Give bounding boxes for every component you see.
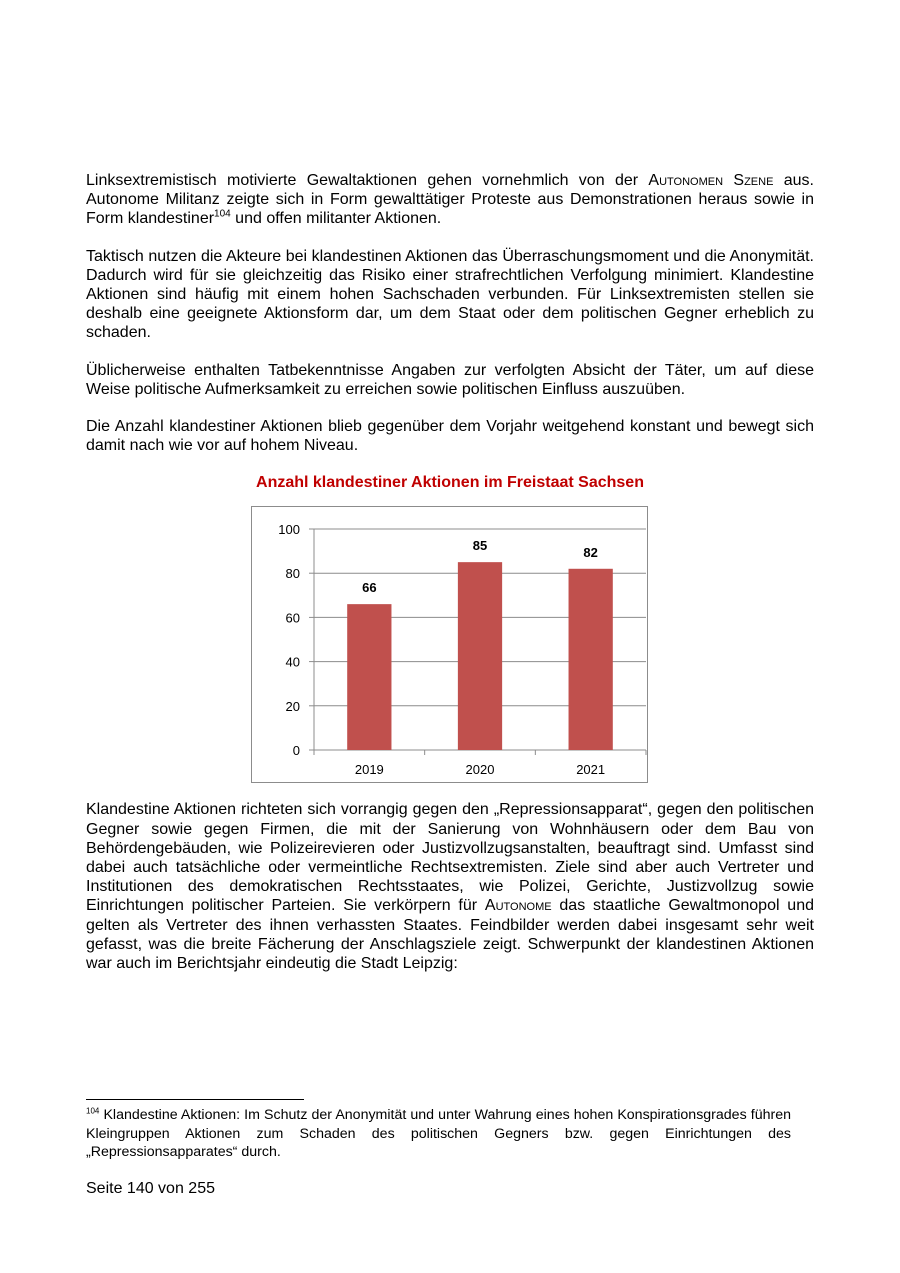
bar-chart	[251, 506, 648, 783]
x-tick-label-2021: 2021	[576, 762, 606, 778]
y-tick-label: 80	[285, 566, 300, 582]
paragraph-5-text-b: das staatliche Gewaltmonopol und gelten als Vertreter des ihnen verhassten Staates. Feindbilder werden dabei insgesamt sehr weit gefasst, was die breite Fächerung der Anschlagsziele zeigt. Schwerpunkt der klandestinen Aktionen war auch im Berichtsjahr eindeutig die Stadt Leipzig:	[86, 897, 815, 973]
footnote-text: Klandestine Aktionen: Im Schutz der Anonymität und unter Wahrung eines hohen Konspirationsgrades führen Kleingruppen Aktionen zum Schaden des politischen Gegners bzw. gegen Einrichtungen des „Repressionsapparates“ durch.	[86, 1107, 791, 1160]
bar-2021	[569, 569, 613, 750]
page-body	[86, 171, 814, 973]
paragraph-1-text-a: Linksextremistisch motivierte Gewaltaktionen gehen vornehmlich von der	[86, 172, 649, 189]
paragraph-1	[86, 171, 814, 229]
bar-2020	[458, 563, 502, 751]
y-tick-label: 60	[285, 610, 300, 626]
paragraph-2: Taktisch nutzen die Akteure bei klandestinen Aktionen das Überraschungsmoment und die Anonymität. Dadurch wird für sie gleichzeitig das Risiko einer strafrechtlichen Verfolgung minimiert. Klandestine Aktionen sind häufig mit einem hohen Sachschaden verbunden. Für Linksextremisten stellen sie deshalb eine geeignete Aktionsform dar, um dem Staat oder dem politischen Gegner erheblich zu schaden.	[86, 247, 814, 342]
paragraph-4: Die Anzahl klandestiner Aktionen blieb gegenüber dem Vorjahr weitgehend konstant und bewegt sich damit nach wie vor auf hohem Niveau.	[86, 418, 814, 455]
paragraph-5	[86, 800, 814, 973]
paragraph-1-text-b: aus. Autonome Militanz zeigte sich in Form gewalttätiger Proteste aus Demonstrationen heraus sowie in Form klandestiner	[86, 172, 815, 228]
page-number: Seite 140 von 255	[86, 1180, 215, 1197]
y-tick-label: 20	[285, 699, 300, 715]
autonome-term: Autonome	[484, 897, 552, 915]
chart-title: Anzahl klandestiner Aktionen im Freistaat Sachsen	[256, 474, 644, 492]
paragraph-3: Üblicherweise enthalten Tatbekenntnisse Angaben zur verfolgten Absicht der Täter, um auf diese Weise politische Aufmerksamkeit zu erreichen sowie politischen Einfluss auszuüben.	[86, 361, 814, 398]
x-tick-label-2019: 2019	[354, 762, 384, 778]
y-tick-label: 0	[292, 743, 300, 759]
x-tick-label-2020: 2020	[465, 762, 495, 778]
footnote	[86, 1106, 791, 1162]
footnote-number: 104	[86, 1106, 100, 1116]
y-tick-label: 100	[278, 522, 300, 538]
y-tick-label: 40	[285, 655, 300, 671]
data-label-2020: 85	[472, 538, 488, 554]
chart-canvas	[251, 506, 648, 783]
footnote-reference[interactable]: 104	[214, 209, 231, 221]
data-label-2021: 82	[583, 545, 598, 561]
bar-2019	[347, 605, 391, 751]
paragraph-5-text-a: Klandestine Aktionen richteten sich vorrangig gegen den „Repressionsapparat“, gegen den politischen Gegner sowie gegen Firmen, die mit der Sanierung von Wohnhäusern oder dem Bau von Behördengebäuden, wie Polizeirevieren oder Justizvollzugsanstalten, beauftragt sind. Umfasst sind dabei auch tatsächliche oder vermeintliche Rechtsextremisten. Ziele sind aber auch Vertreter und Institutionen des demokratischen Rechtsstaates, wie Polizei, Gerichte, Justizvollzug sowie Einrichtungen politischer Parteien. Sie verkörpern für	[86, 801, 814, 915]
paragraph-1-text-c: und offen militanter Aktionen.	[230, 210, 442, 228]
data-label-2019: 66	[362, 580, 377, 596]
autonome-szene-term: Autonomen Szene	[648, 172, 774, 189]
footnote-divider	[86, 1099, 304, 1100]
